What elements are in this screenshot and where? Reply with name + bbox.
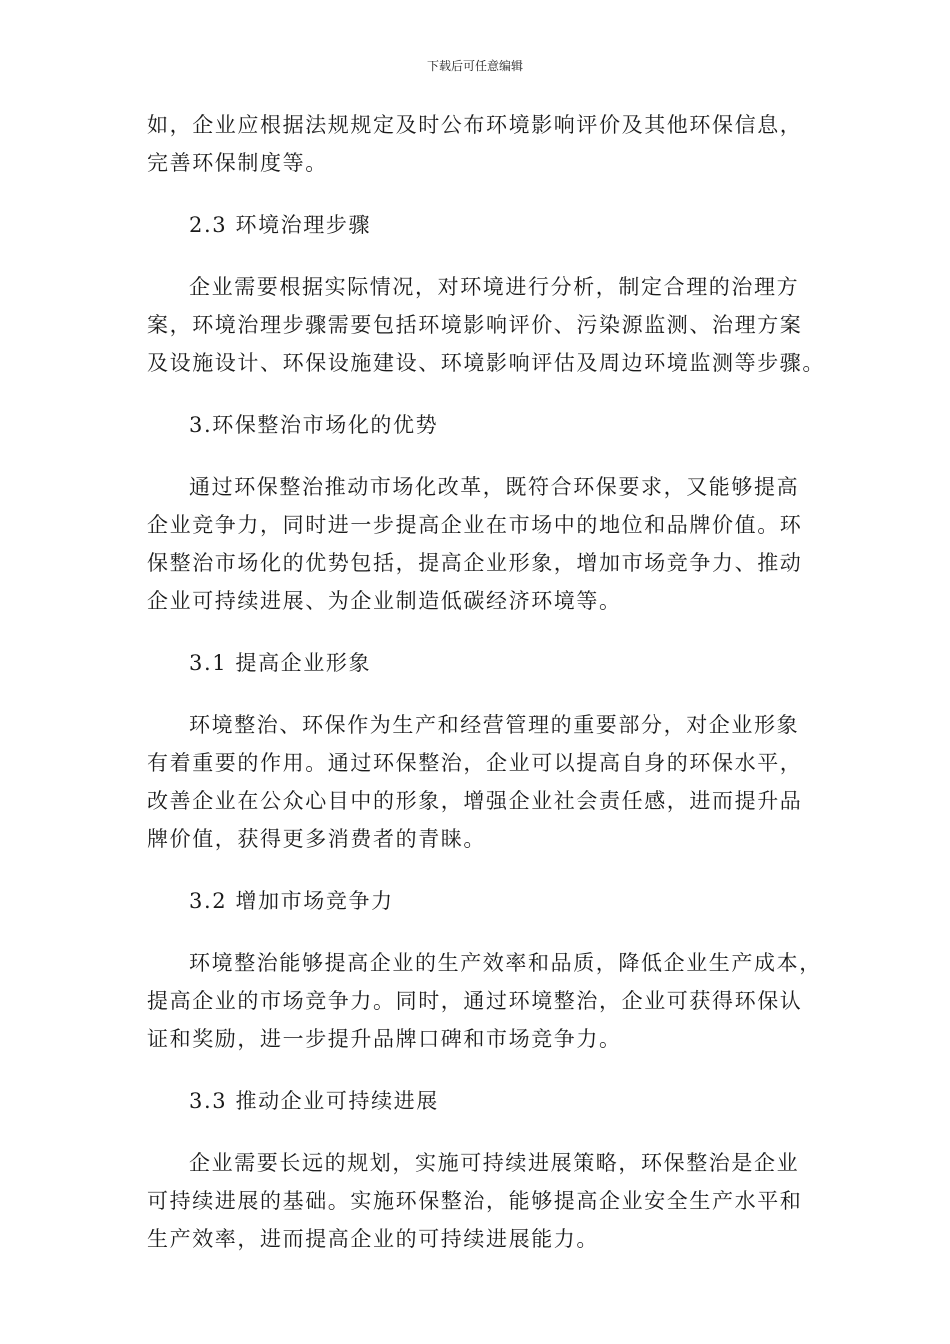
text-line: 通过环保整治推动市场化改革，既符合环保要求，又能够提高: [189, 475, 800, 499]
text-line: 企业需要长远的规划，实施可持续进展策略，环保整治是企业: [189, 1151, 800, 1175]
text-line: 提高企业的市场竞争力。同时，通过环境整治，企业可获得环保认: [147, 989, 803, 1013]
text-line: 及设施设计、环保设施建设、环境影响评估及周边环境监测等步骤。: [147, 351, 825, 375]
paragraph-governance-steps: [147, 268, 825, 382]
section-heading-3: 3.环保整治市场化的优势: [189, 413, 439, 437]
text-line: 企业可持续进展、为企业制造低碳经济环境等。: [147, 589, 622, 613]
section-heading-3-2: 3.2 增加市场竞争力: [189, 889, 394, 913]
text-line: 环境整治能够提高企业的生产效率和品质，降低企业生产成本，: [189, 951, 822, 975]
paragraph-continuation: [147, 106, 807, 182]
paragraph-market-advantages: [147, 468, 807, 620]
section-heading-3-1: 3.1 提高企业形象: [189, 651, 372, 675]
text-line: 改善企业在公众心目中的形象，增强企业社会责任感，进而提升品: [147, 789, 803, 813]
section-heading-2-3: 2.3 环境治理步骤: [189, 213, 372, 237]
text-line: 完善环保制度等。: [147, 151, 328, 175]
paragraph-sustainable-development: [147, 1144, 807, 1258]
paragraph-competitiveness: [147, 944, 822, 1058]
text-line: 生产效率，进而提高企业的可持续进展能力。: [147, 1227, 599, 1251]
document-body: [147, 106, 825, 1282]
text-line: 有着重要的作用。通过环保整治，企业可以提高自身的环保水平，: [147, 751, 803, 775]
text-line: 保整治市场化的优势包括，提高企业形象，增加市场竞争力、推动: [147, 551, 803, 575]
text-line: 案，环境治理步骤需要包括环境影响评价、污染源监测、治理方案: [147, 313, 803, 337]
text-line: 环境整治、环保作为生产和经营管理的重要部分，对企业形象: [189, 713, 800, 737]
text-line: 证和奖励，进一步提升品牌口碑和市场竞争力。: [147, 1027, 622, 1051]
text-line: 企业需要根据实际情况，对环境进行分析，制定合理的治理方: [189, 275, 800, 299]
text-line: 牌价值，获得更多消费者的青睐。: [147, 827, 486, 851]
page-header: 下载后可任意编辑: [426, 59, 523, 73]
section-heading-3-3: 3.3 推动企业可持续进展: [189, 1089, 439, 1113]
text-line: 可持续进展的基础。实施环保整治，能够提高企业安全生产水平和: [147, 1189, 803, 1213]
paragraph-corporate-image: [147, 706, 807, 858]
text-line: 如，企业应根据法规规定及时公布环境影响评价及其他环保信息，: [147, 113, 803, 137]
text-line: 企业竞争力，同时进一步提高企业在市场中的地位和品牌价值。环: [147, 513, 803, 537]
